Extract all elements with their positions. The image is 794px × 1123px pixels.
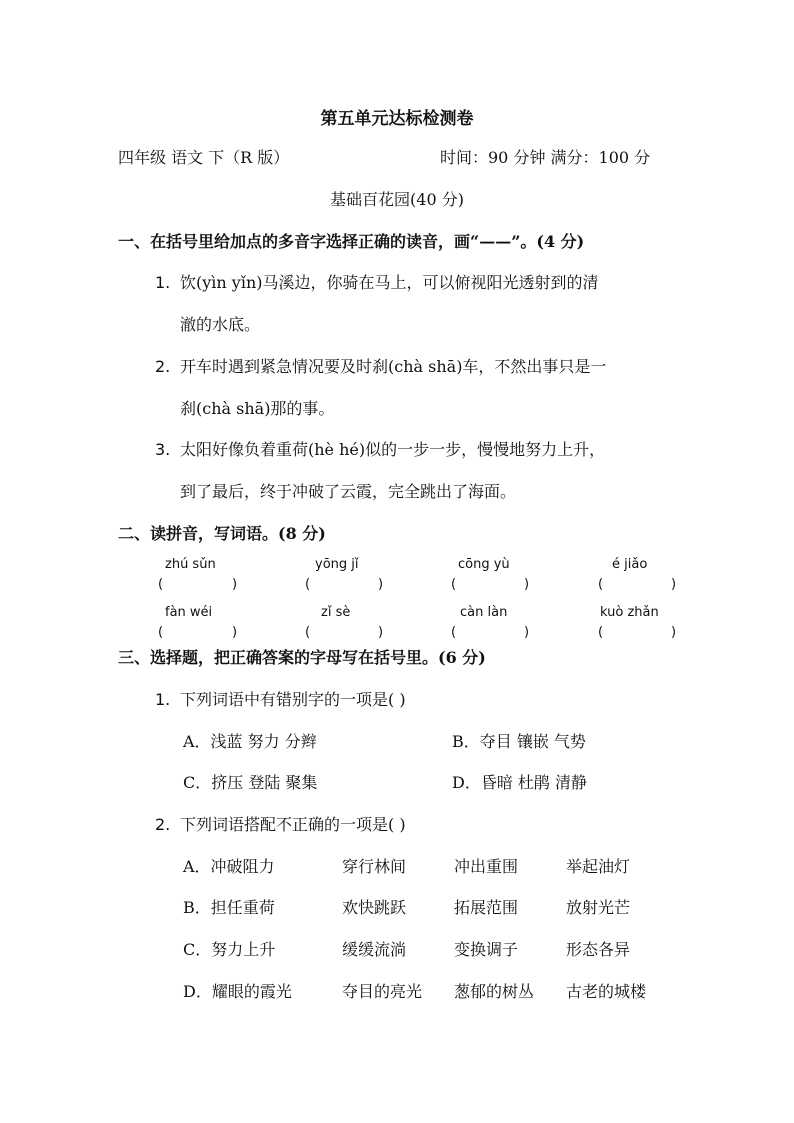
q3-sub2-b-3: 拓展范围 [454, 898, 519, 917]
pinyin-yongji: yōng jǐ [315, 557, 359, 572]
q3-sub1-stem: 下列词语中有错别字的一项是( ) [180, 690, 406, 709]
q3-heading: 三、选择题，把正确答案的字母写在括号里。(6 分) [118, 648, 486, 667]
pinyin-canlan: càn làn [460, 605, 508, 620]
q1-item2-text: 开车时遇到紧急情况要及时刹(chà shā)车，不然出事只是一 [180, 357, 607, 376]
q1-item1-text-cont: 澈的水底。 [180, 315, 261, 334]
answer-box-4-open: ( [598, 577, 604, 592]
answer-box-2-open: ( [305, 577, 311, 592]
q3-sub2-c-1: C．努力上升 [183, 940, 276, 959]
answer-box-1-close: ) [232, 577, 238, 592]
answer-box-1-open: ( [158, 577, 164, 592]
q3-sub1-option-a: A．浅蓝 努力 分辫 [183, 732, 317, 751]
q3-sub1-option-d: D．昏暗 杜鹃 清静 [452, 773, 588, 792]
answer-box-5-close: ) [232, 625, 238, 640]
pinyin-kuozhan: kuò zhǎn [600, 605, 659, 620]
q1-heading: 一、在括号里给加点的多音字选择正确的读音，画“——”。(4 分) [118, 232, 585, 251]
answer-box-8-open: ( [598, 625, 604, 640]
q1-item2-number: 2. [155, 357, 171, 376]
q3-sub2-a-1: A．冲破阻力 [183, 857, 275, 876]
q3-sub2-c-4: 形态各异 [566, 940, 631, 959]
q3-sub2-d-2: 夺目的亮光 [342, 982, 423, 1001]
answer-box-3-open: ( [451, 577, 457, 592]
q3-sub1-number: 1. [155, 690, 171, 709]
q3-sub2-c-2: 缓缓流淌 [342, 940, 407, 959]
q3-sub2-stem: 下列词语搭配不正确的一项是( ) [180, 815, 406, 834]
pinyin-ejiao: é jiǎo [612, 557, 648, 572]
answer-box-6-open: ( [305, 625, 311, 640]
pinyin-zise: zǐ sè [321, 605, 351, 620]
pinyin-congyu: cōng yù [458, 557, 510, 572]
q3-sub2-a-3: 冲出重围 [454, 857, 519, 876]
grade-subject: 四年级 语文 下（R 版） [118, 148, 290, 167]
answer-box-5-open: ( [158, 625, 164, 640]
answer-box-3-close: ) [524, 577, 530, 592]
q3-sub2-a-4: 举起油灯 [566, 857, 631, 876]
time-score: 时间：90 分钟 满分：100 分 [440, 148, 651, 167]
pinyin-zhusun: zhú sǔn [165, 557, 216, 572]
q2-heading: 二、读拼音，写词语。(8 分) [118, 524, 326, 543]
q1-item1-text: 饮(yìn yǐn)马溪边，你骑在马上，可以俯视阳光透射到的清 [180, 273, 599, 292]
answer-box-7-open: ( [451, 625, 457, 640]
answer-box-4-close: ) [671, 577, 677, 592]
q3-sub2-d-3: 葱郁的树丛 [454, 982, 535, 1001]
q1-item3-text-cont: 到了最后，终于冲破了云霞，完全跳出了海面。 [180, 482, 517, 501]
pinyin-fanwei: fàn wéi [165, 605, 213, 620]
q1-item3-text: 太阳好像负着重荷(hè hé)似的一步一步，慢慢地努力上升， [180, 440, 606, 459]
answer-box-2-close: ) [378, 577, 384, 592]
q3-sub2-d-4: 古老的城楼 [566, 982, 647, 1001]
exam-title: 第五单元达标检测卷 [320, 109, 474, 129]
q3-sub2-b-4: 放射光芒 [566, 898, 631, 917]
q3-sub2-b-1: B．担任重荷 [183, 898, 275, 917]
q3-sub2-d-1: D．耀眼的霞光 [183, 982, 292, 1001]
answer-box-7-close: ) [524, 625, 530, 640]
answer-box-6-close: ) [378, 625, 384, 640]
part-title: 基础百花园(40 分) [330, 190, 464, 209]
q3-sub1-option-c: C．挤压 登陆 聚集 [183, 773, 318, 792]
q3-sub2-a-2: 穿行林间 [342, 857, 407, 876]
q1-item1-number: 1. [155, 273, 171, 292]
q3-sub2-b-2: 欢快跳跃 [342, 898, 407, 917]
q3-sub2-c-3: 变换调子 [454, 940, 519, 959]
q1-item2-text-cont: 刹(chà shā)那的事。 [180, 399, 335, 418]
answer-box-8-close: ) [671, 625, 677, 640]
q3-sub1-option-b: B．夺目 镶嵌 气势 [452, 732, 586, 751]
q3-sub2-number: 2. [155, 815, 171, 834]
q1-item3-number: 3. [155, 440, 171, 459]
